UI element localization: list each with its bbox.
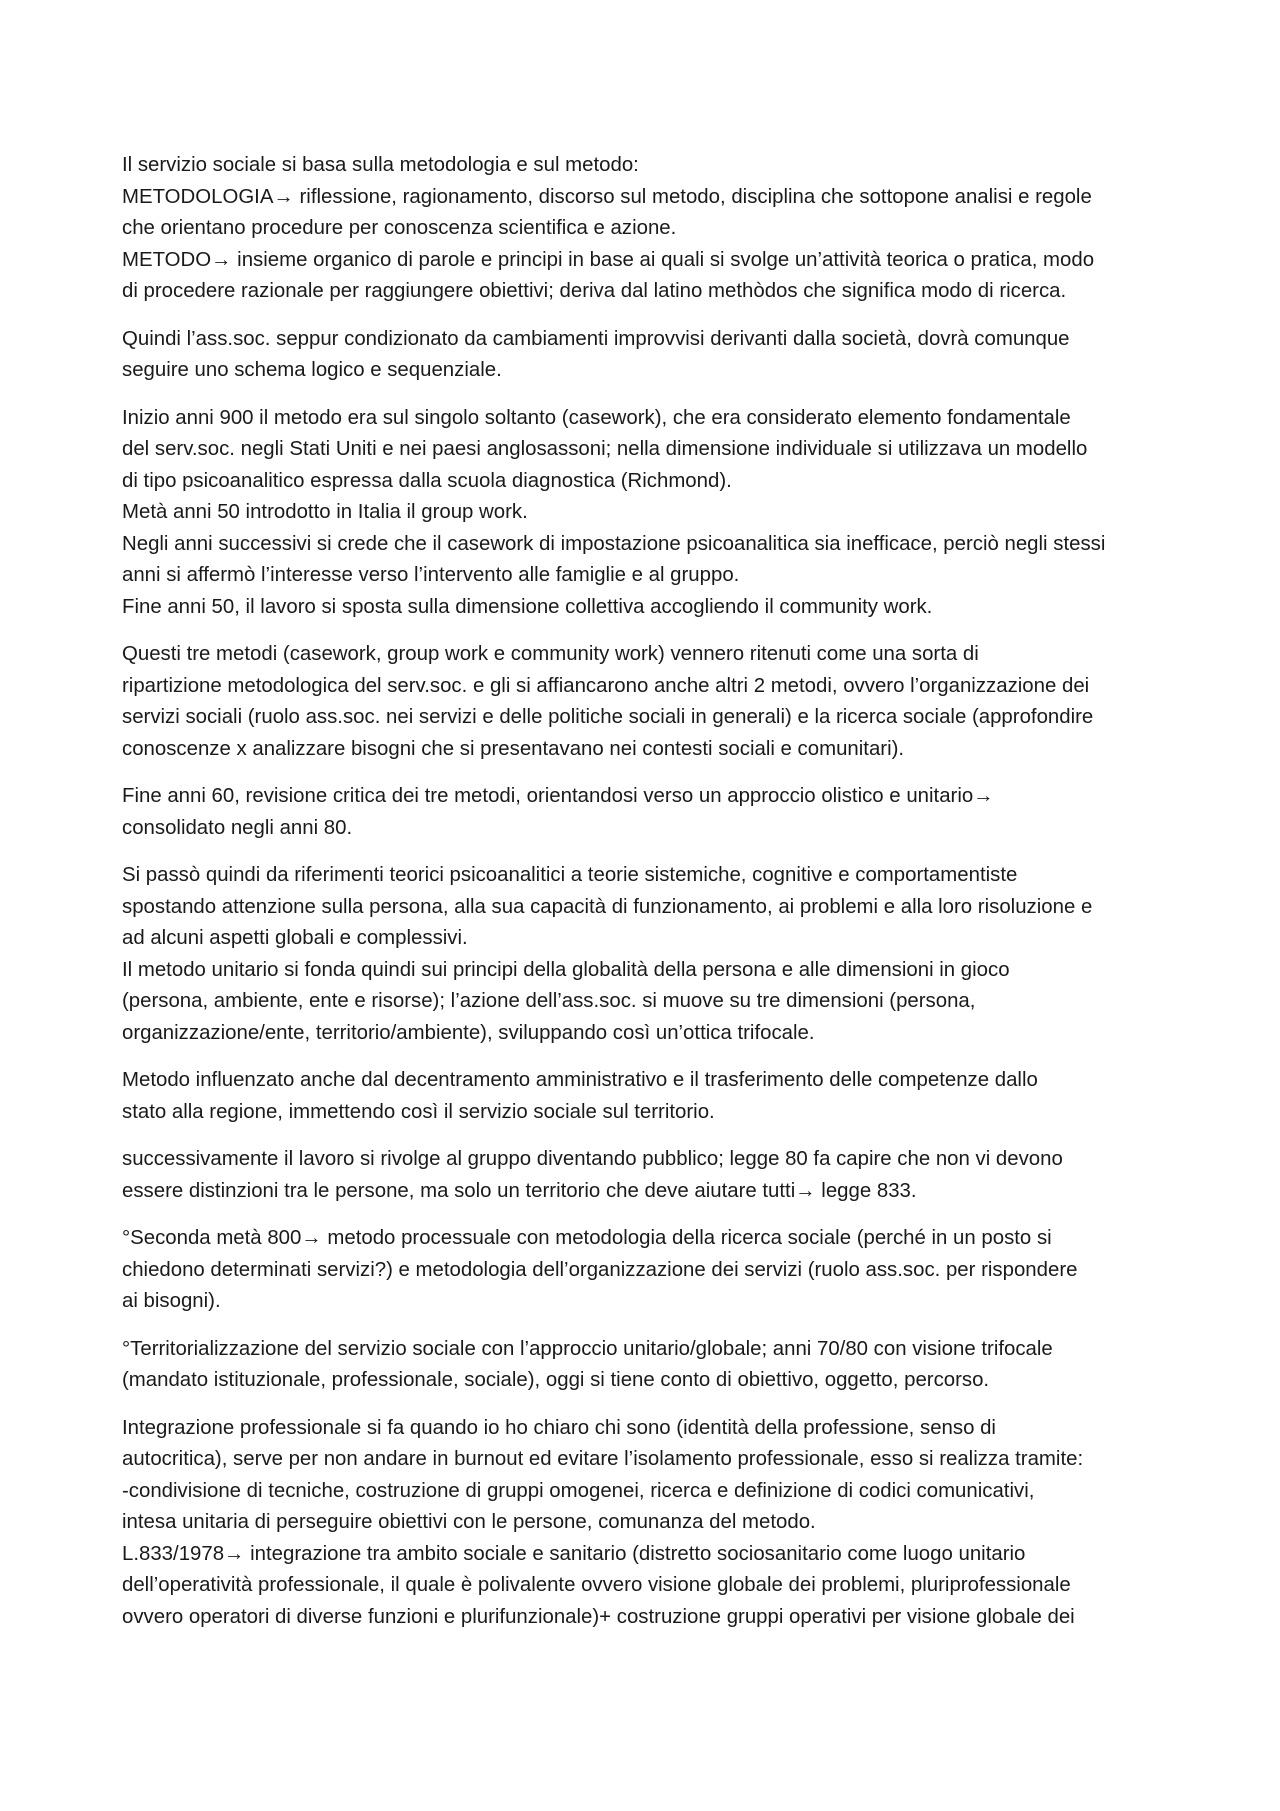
text-line: Il metodo unitario si fonda quindi sui principi della globalità della persona e alle dimensioni in gioco <box>122 958 1010 981</box>
text-line: intesa unitaria di perseguire obiettivi con le persone, comunanza del metodo. <box>122 1511 816 1533</box>
text-line: °Seconda metà 800→ metodo processuale con metodologia della ricerca sociale (perché in un posto si <box>122 1227 1052 1249</box>
text-line: spostando attenzione sulla persona, alla sua capacità di funzionamento, ai problemi e alla loro risoluzione e <box>122 895 1093 918</box>
text-line: stato alla regione, immettendo così il servizio sociale sul territorio. <box>122 1100 715 1123</box>
text-line: ad alcuni aspetti globali e complessivi. <box>122 927 468 949</box>
text-line: chiedono determinati servizi?) e metodologia dell’organizzazione dei servizi (ruolo ass.soc. per rispondere <box>122 1258 1078 1281</box>
text-line: (mandato istituzionale, professionale, sociale), oggi si tiene conto di obiettivo, oggetto, percorso. <box>122 1369 990 1391</box>
text-line: anni si affermò l’interesse verso l’intervento alle famiglie e al gruppo. <box>122 564 740 586</box>
text-line: ovvero operatori di diverse funzioni e plurifunzionale)+ costruzione gruppi operativi per visione globale dei <box>122 1605 1075 1628</box>
text-line: servizi sociali (ruolo ass.soc. nei servizi e delle politiche sociali in generali) e la ricerca sociale (approfondire <box>122 706 1094 728</box>
paragraph <box>122 1413 1167 1634</box>
text-line: METODOLOGIA→ riflessione, ragionamento, discorso sul metodo, disciplina che sottopone analisi e regole <box>122 185 1092 208</box>
paragraph <box>122 1065 1167 1128</box>
text-line: Integrazione professionale si fa quando io ho chiaro chi sono (identità della professione, senso di <box>122 1416 996 1439</box>
text-line: successivamente il lavoro si rivolge al gruppo diventando pubblico; legge 80 fa capire che non vi devono <box>122 1148 1063 1170</box>
text-line: Fine anni 60, revisione critica dei tre metodi, orientandosi verso un approccio olistico e unitario→ <box>122 785 994 807</box>
text-line: Negli anni successivi si crede che il casework di impostazione psicoanalitica sia inefficace, perciò negli stessi <box>122 532 1106 555</box>
text-line: -condivisione di tecniche, costruzione di gruppi omogenei, ricerca e definizione di codici comunicativi, <box>122 1479 1035 1502</box>
document-page <box>122 150 1167 1649</box>
text-line: di procedere razionale per raggiungere obiettivi; deriva dal latino methòdos che significa modo di ricerca. <box>122 280 1067 302</box>
paragraph <box>122 1334 1167 1397</box>
paragraph <box>122 1144 1167 1207</box>
paragraph <box>122 403 1167 624</box>
text-line: che orientano procedure per conoscenza scientifica e azione. <box>122 217 677 239</box>
text-line: Il servizio sociale si basa sulla metodologia e sul metodo: <box>122 154 639 176</box>
text-line: dell’operatività professionale, il quale è polivalente ovvero visione globale dei problemi, pluriprofessionale <box>122 1574 1071 1596</box>
text-line: consolidato negli anni 80. <box>122 816 353 839</box>
text-line: conoscenze x analizzare bisogni che si presentavano nei contesti sociali e comunitari). <box>122 737 905 760</box>
paragraph <box>122 1223 1167 1318</box>
text-line: Si passò quindi da riferimenti teorici psicoanalitici a teorie sistemiche, cognitive e comportamentiste <box>122 864 1018 886</box>
text-line: (persona, ambiente, ente e risorse); l’azione dell’ass.soc. si muove su tre dimensioni (persona, <box>122 990 976 1012</box>
text-line: ripartizione metodologica del serv.soc. e gli si affiancarono anche altri 2 metodi, ovvero l’organizzazione dei <box>122 674 1090 697</box>
paragraph <box>122 781 1167 844</box>
paragraph <box>122 860 1167 1049</box>
text-line: organizzazione/ente, territorio/ambiente), sviluppando così un’ottica trifocale. <box>122 1021 815 1044</box>
paragraph <box>122 639 1167 765</box>
text-line: °Territorializzazione del servizio sociale con l’approccio unitario/globale; anni 70/80 con visione trifocale <box>122 1337 1053 1360</box>
text-line: di tipo psicoanalitico espressa dalla scuola diagnostica (Richmond). <box>122 469 732 492</box>
paragraph <box>122 150 1167 308</box>
text-line: ai bisogni). <box>122 1290 221 1312</box>
text-line: Metà anni 50 introdotto in Italia il group work. <box>122 501 528 523</box>
text-line: L.833/1978→ integrazione tra ambito sociale e sanitario (distretto sociosanitario come luogo unitario <box>122 1542 1026 1565</box>
paragraph <box>122 324 1167 387</box>
text-line: Metodo influenzato anche dal decentramento amministrativo e il trasferimento delle competenze dallo <box>122 1069 1038 1091</box>
text-line: seguire uno schema logico e sequenziale. <box>122 359 502 381</box>
text-line: METODO→ insieme organico di parole e principi in base ai quali si svolge un’attività teorica o pratica, modo <box>122 248 1095 271</box>
text-line: autocritica), serve per non andare in burnout ed evitare l’isolamento professionale, esso si realizza tramite: <box>122 1448 1084 1470</box>
text-line: essere distinzioni tra le persone, ma solo un territorio che deve aiutare tutti→ legge 833. <box>122 1179 917 1202</box>
text-line: Fine anni 50, il lavoro si sposta sulla dimensione collettiva accogliendo il community work. <box>122 595 933 618</box>
text-line: Quindi l’ass.soc. seppur condizionato da cambiamenti improvvisi derivanti dalla società, dovrà comunque <box>122 327 1070 350</box>
text-line: Questi tre metodi (casework, group work e community work) vennero ritenuti come una sorta di <box>122 643 979 665</box>
text-line: del serv.soc. negli Stati Uniti e nei paesi anglosassoni; nella dimensione individuale si utilizzava un modello <box>122 438 1088 460</box>
text-line: Inizio anni 900 il metodo era sul singolo soltanto (casework), che era considerato elemento fondamentale <box>122 406 1071 429</box>
